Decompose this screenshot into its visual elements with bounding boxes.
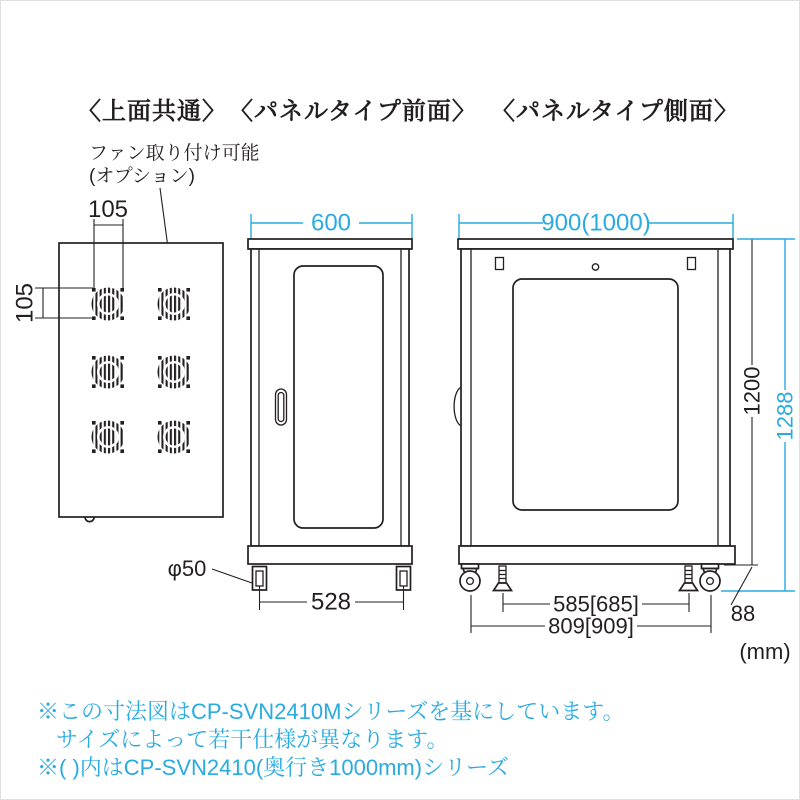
side-caster-right: [700, 564, 720, 591]
footnote-line3: ※( )内はCP-SVN2410(奥行き1000mm)シリーズ: [37, 755, 509, 780]
dim-depth-900: [459, 210, 733, 239]
dim-fan-pitch-v-value: 105: [11, 282, 39, 324]
top-view: [12, 142, 260, 522]
dim-foot-span-value: 585[685]: [553, 591, 639, 617]
front-base: [248, 546, 412, 564]
footnote-line1: ※この寸法図はCP-SVN2410Mシリーズを基にしています。: [37, 699, 625, 724]
caster-height-leader: [731, 567, 752, 605]
fan-option-label-line2: (オプション): [89, 166, 195, 187]
fan-option-label-line1: ファン取り付け可能: [89, 143, 260, 164]
side-handle-profile: [454, 388, 460, 426]
side-top-cap: [458, 239, 733, 249]
unit-label: (mm): [739, 639, 791, 664]
side-view-title: 〈パネルタイプ側面〉: [491, 98, 739, 125]
dim-depth-value: 900(1000): [541, 209, 651, 237]
dim-width-600: [251, 210, 412, 239]
dim-caster-span-side-value: 809[909]: [548, 613, 634, 639]
top-view-title: 〈上面共通〉: [77, 98, 227, 125]
side-leveling-foot-left: [494, 566, 512, 591]
fan-vent: [158, 421, 191, 454]
side-caster-left: [460, 564, 480, 591]
dim-body-height-value: 1200: [739, 366, 765, 416]
fan-vent: [92, 288, 125, 321]
dim-caster-span-528: [260, 586, 404, 616]
fan-vent: [92, 356, 125, 389]
front-body: [251, 249, 409, 546]
footnote-line2: サイズによって若干仕様が異なります。: [56, 727, 449, 752]
dim-caster-diameter: [168, 556, 252, 583]
side-body: [461, 249, 730, 546]
footnotes: [37, 699, 625, 780]
dim-caster-height-88: [731, 567, 755, 626]
dimension-diagram: [1, 1, 799, 799]
side-view: [454, 210, 797, 639]
side-base: [459, 546, 735, 564]
front-top-cap: [248, 239, 412, 249]
dim-width-value: 600: [310, 209, 352, 237]
caster-diameter-leader: [212, 569, 252, 583]
fan-vent: [92, 421, 125, 454]
dim-caster-height-value: 88: [730, 601, 756, 626]
dim-fan-pitch-h-value: 105: [87, 196, 129, 223]
top-panel-outline: [59, 243, 223, 517]
fan-vent: [158, 356, 191, 389]
dim-caster-diameter-value: φ50: [167, 556, 207, 581]
side-leveling-foot-right: [680, 566, 698, 591]
dim-caster-span-value: 528: [310, 588, 352, 616]
dim-total-height-value: 1288: [772, 391, 798, 441]
fan-vent: [158, 288, 191, 321]
front-view-title: 〈パネルタイプ前面〉: [229, 98, 477, 125]
